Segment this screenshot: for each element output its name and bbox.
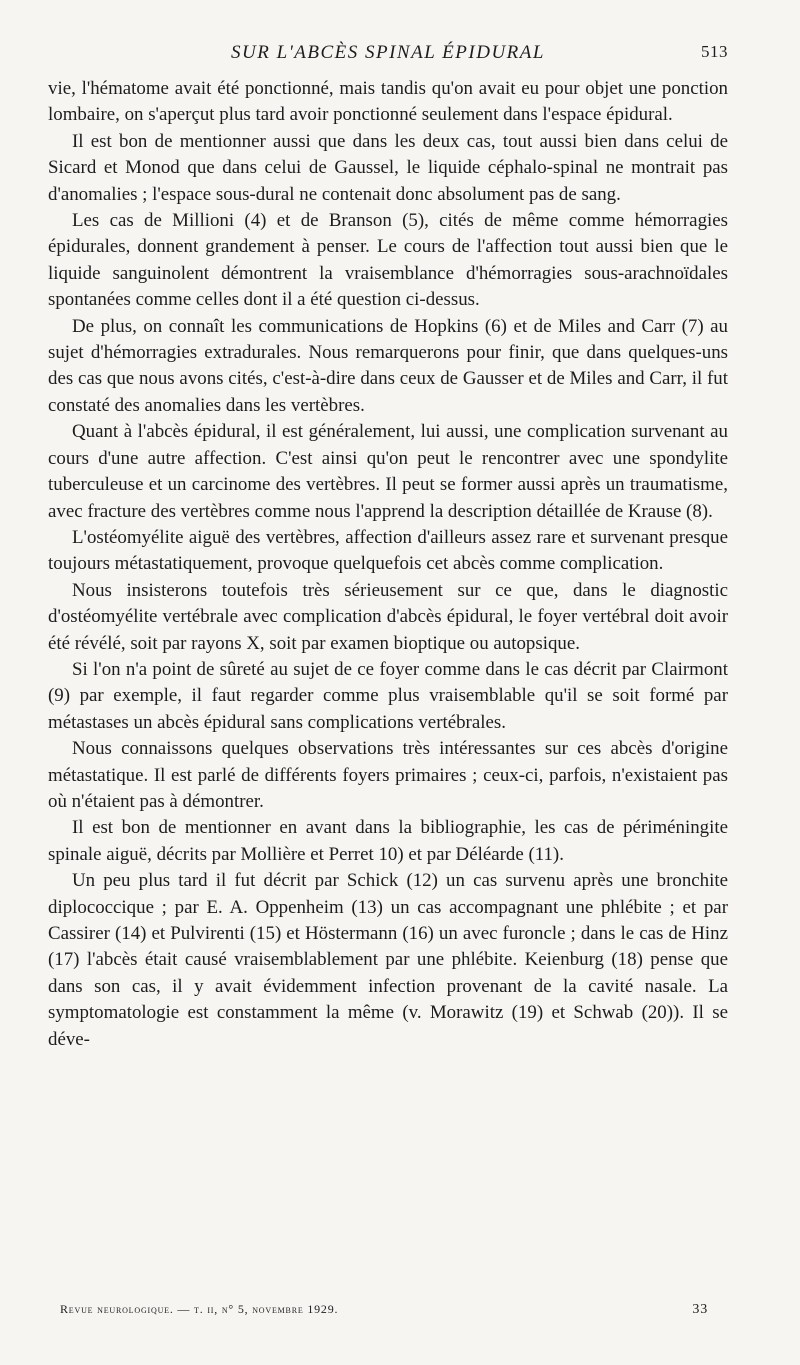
running-title: SUR L'ABCÈS SPINAL ÉPIDURAL — [231, 42, 545, 63]
paragraph: Il est bon de mentionner en avant dans la bibliographie, les cas de périméningite spinale aiguë, décrits par Mollière et Perret 10) et par Déléarde (11). — [48, 817, 728, 865]
paragraph: Un peu plus tard il fut décrit par Schick (12) un cas survenu après une bronchite diplococcique ; par E. A. Oppenheim (13) un cas accompagnant une phlébite ; et par Cassirer (14) et Pulvirenti (15) et Höstermann (16) un avec furoncle ; dans le cas de Hinz (17) l'abcès était causé vraisemblablement par une phlébite. Keienburg (18) pense que dans son cas, il y avait évidemment infection provenant de la cavité nasale. La symptomatologie est constamment la même (v. Morawitz (19) et Schwab (20)). Il se déve- — [48, 870, 728, 1050]
paragraph: Les cas de Millioni (4) et de Branson (5), cités de même comme hémorragies épidurales, donnent grandement à penser. Le cours de l'affection tout aussi bien que le liquide sanguinolent démontrent la vraisemblance d'hémorragies sous-arachnoïdales spontanées comme celles dont il a été question ci-dessus. — [48, 210, 728, 311]
body-text — [48, 76, 728, 1053]
paragraph: Nous connaissons quelques observations très intéressantes sur ces abcès d'origine métastatique. Il est parlé de différents foyers primaires ; ceux-ci, parfois, n'existaient pas où n'étaient pas à démontrer. — [48, 738, 728, 812]
paragraph: vie, l'hématome avait été ponctionné, mais tandis qu'on avait eu pour objet une ponction lombaire, on s'aperçut plus tard avoir ponctionné seulement dans l'espace épidural. — [48, 78, 728, 126]
page-number: 513 — [701, 42, 728, 61]
paragraph: Si l'on n'a point de sûreté au sujet de ce foyer comme dans le cas décrit par Clairmont (9) par exemple, il faut regarder comme plus vraisemblable qu'il se soit formé par métastases un abcès épidural sans complications vertébrales. — [48, 658, 728, 733]
paragraph: De plus, on connaît les communications de Hopkins (6) et de Miles and Carr (7) au sujet d'hémorragies extradurales. Nous remarquerons pour finir, que dans quelques-uns des cas que nous avons cités, c'est-à-dire dans ceux de Gausser et de Miles and Carr, il fut constaté des anomalies dans les vertèbres. — [48, 315, 728, 416]
page-footer — [60, 1302, 708, 1322]
page-header — [48, 42, 728, 70]
paragraph: Nous insisterons toutefois très sérieusement sur ce que, dans le diagnostic d'ostéomyélite vertébrale avec complication d'abcès épidural, le foyer vertébral doit avoir été révélé, soit par rayons X, soit par examen bioptique ou autopsique. — [48, 579, 728, 654]
paragraph: L'ostéomyélite aiguë des vertèbres, affection d'ailleurs assez rare et survenant presque toujours métastatiquement, provoque quelquefois cet abcès comme complication. — [48, 526, 728, 575]
signature-mark: 33 — [692, 1302, 708, 1317]
paragraph: Il est bon de mentionner aussi que dans les deux cas, tout aussi bien dans celui de Sicard et Monod que dans celui de Gaussel, le liquide céphalo-spinal ne montrait pas d'anomalies ; l'espace sous-dural ne contenait donc absolument pas de sang. — [48, 130, 728, 205]
journal-reference: Revue neurologique. — t. ii, n° 5, novembre 1929. — [60, 1302, 339, 1316]
paragraph: Quant à l'abcès épidural, il est généralement, lui aussi, une complication survenant au cours d'une autre affection. C'est ainsi qu'on peut le rencontrer avec une spondylite tuberculeuse et un carcinome des vertèbres. Il peut se former aussi après un traumatisme, avec fracture des vertèbres comme nous l'apprend la description détaillée de Krause (8). — [48, 421, 728, 522]
